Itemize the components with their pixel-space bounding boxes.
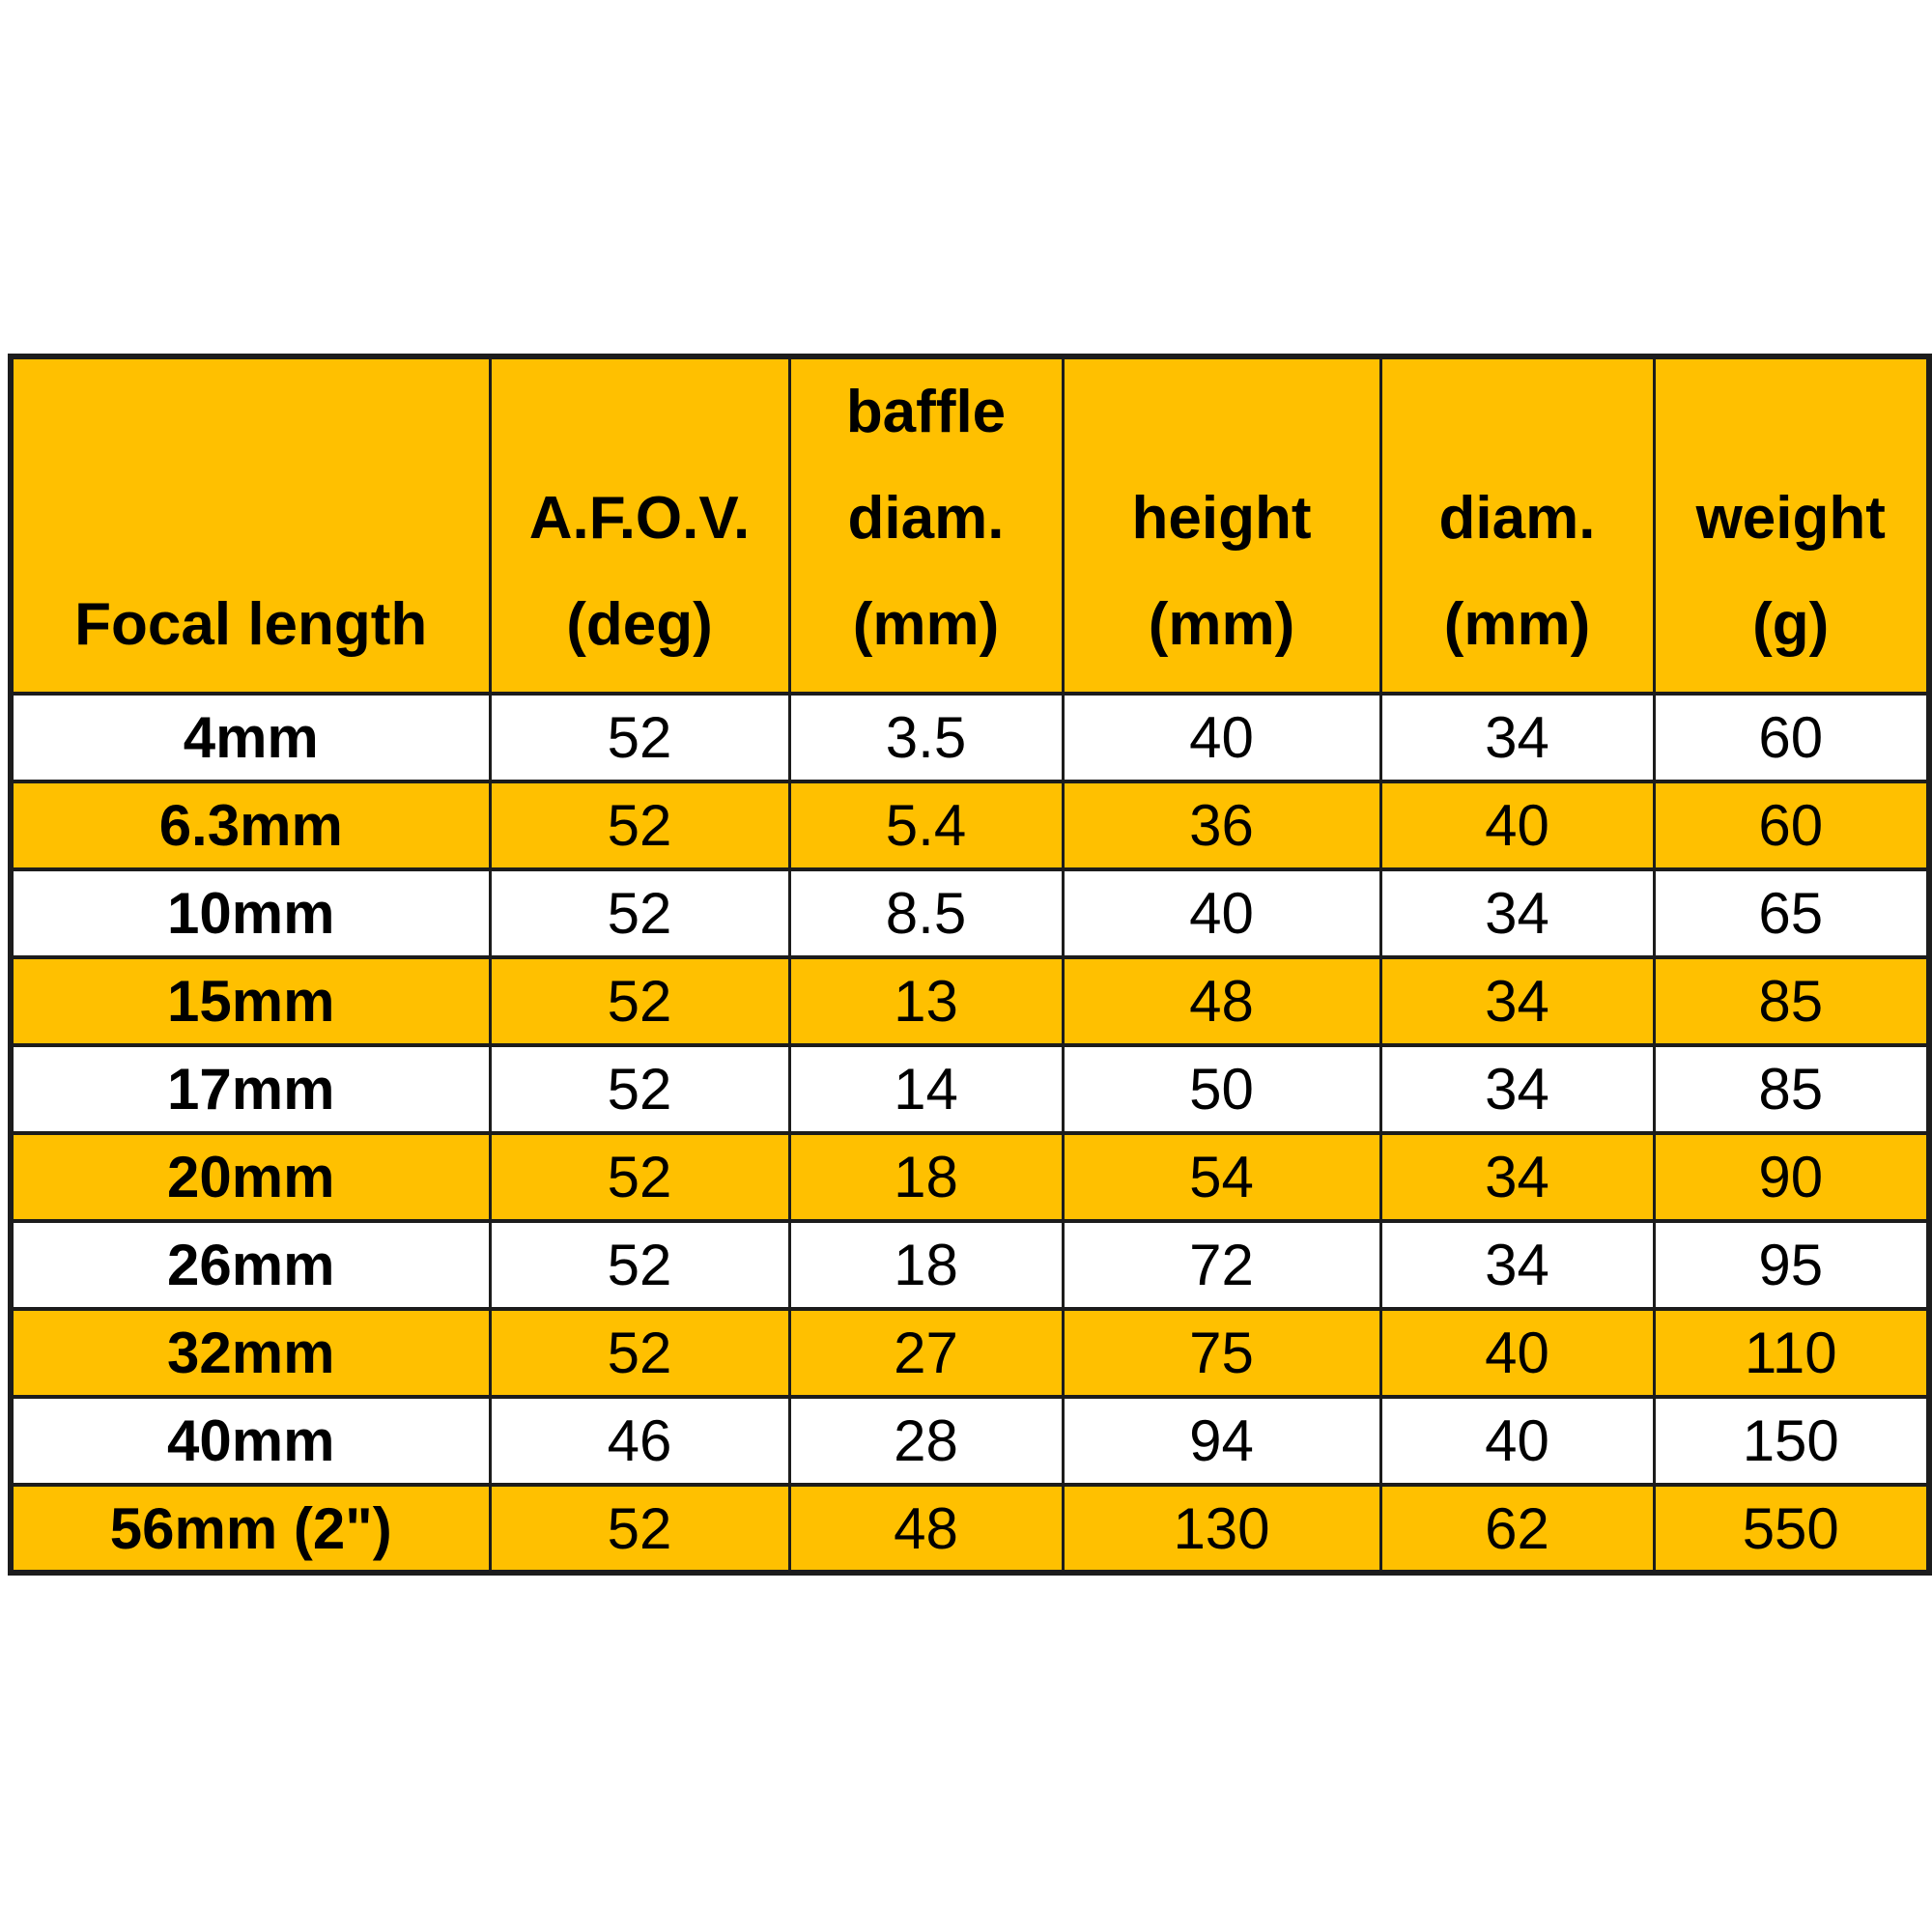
cell-baffle-diam: 48: [789, 1485, 1063, 1573]
cell-focal-length: 15mm: [11, 957, 490, 1045]
cell-focal-length: 4mm: [11, 694, 490, 781]
table-row-26mm: [11, 1221, 1929, 1309]
cell-diam: 62: [1380, 1485, 1654, 1573]
cell-diam: 34: [1380, 1133, 1654, 1221]
table-row-56mm: [11, 1485, 1929, 1573]
cell-afov: 52: [490, 694, 789, 781]
cell-height: 72: [1063, 1221, 1380, 1309]
header-line: height: [1131, 485, 1312, 552]
cell-height: 48: [1063, 957, 1380, 1045]
header-line: (g): [1752, 591, 1830, 658]
cell-weight: 110: [1654, 1309, 1929, 1397]
cell-focal-length: 40mm: [11, 1397, 490, 1485]
cell-baffle-diam: 8.5: [789, 869, 1063, 957]
cell-diam: 40: [1380, 781, 1654, 869]
cell-focal-length: 17mm: [11, 1045, 490, 1133]
cell-baffle-diam: 27: [789, 1309, 1063, 1397]
cell-diam: 34: [1380, 869, 1654, 957]
col-header-diam: [1380, 356, 1654, 694]
table-row-17mm: [11, 1045, 1929, 1133]
header-line: diam.: [1438, 485, 1596, 552]
cell-weight: 85: [1654, 1045, 1929, 1133]
cell-height: 50: [1063, 1045, 1380, 1133]
col-header-weight: [1654, 356, 1929, 694]
cell-focal-length: 56mm (2"): [11, 1485, 490, 1573]
eyepiece-spec-table: [8, 354, 1932, 1576]
table-body: [11, 694, 1929, 1573]
header-line: baffle: [845, 379, 1007, 445]
cell-focal-length: 10mm: [11, 869, 490, 957]
cell-height: 130: [1063, 1485, 1380, 1573]
cell-height: 40: [1063, 869, 1380, 957]
header-line: (mm): [1443, 591, 1591, 658]
table-row-40mm: [11, 1397, 1929, 1485]
cell-diam: 34: [1380, 1045, 1654, 1133]
cell-afov: 46: [490, 1397, 789, 1485]
cell-afov: 52: [490, 1485, 789, 1573]
header-line: Focal length: [74, 591, 428, 658]
table-header: [11, 356, 1929, 694]
col-header-focal-length: [11, 356, 490, 694]
cell-weight: 90: [1654, 1133, 1929, 1221]
cell-afov: 52: [490, 1221, 789, 1309]
cell-focal-length: 20mm: [11, 1133, 490, 1221]
cell-weight: 60: [1654, 694, 1929, 781]
cell-afov: 52: [490, 781, 789, 869]
cell-diam: 34: [1380, 957, 1654, 1045]
header-line: weight: [1695, 485, 1886, 552]
table-row-6-3mm: [11, 781, 1929, 869]
header-line: diam.: [847, 485, 1005, 552]
cell-baffle-diam: 3.5: [789, 694, 1063, 781]
col-header-height: [1063, 356, 1380, 694]
cell-height: 75: [1063, 1309, 1380, 1397]
cell-focal-length: 26mm: [11, 1221, 490, 1309]
col-header-baffle-diam: [789, 356, 1063, 694]
cell-afov: 52: [490, 1045, 789, 1133]
cell-height: 94: [1063, 1397, 1380, 1485]
cell-height: 40: [1063, 694, 1380, 781]
cell-diam: 34: [1380, 694, 1654, 781]
cell-baffle-diam: 14: [789, 1045, 1063, 1133]
table-row-20mm: [11, 1133, 1929, 1221]
cell-afov: 52: [490, 1309, 789, 1397]
cell-baffle-diam: 28: [789, 1397, 1063, 1485]
cell-diam: 40: [1380, 1397, 1654, 1485]
cell-weight: 85: [1654, 957, 1929, 1045]
cell-diam: 34: [1380, 1221, 1654, 1309]
header-line: A.F.O.V.: [528, 485, 751, 552]
cell-height: 54: [1063, 1133, 1380, 1221]
cell-height: 36: [1063, 781, 1380, 869]
cell-diam: 40: [1380, 1309, 1654, 1397]
cell-baffle-diam: 18: [789, 1221, 1063, 1309]
cell-weight: 95: [1654, 1221, 1929, 1309]
cell-baffle-diam: 5.4: [789, 781, 1063, 869]
header-line: (mm): [852, 591, 1000, 658]
table-row-10mm: [11, 869, 1929, 957]
cell-baffle-diam: 18: [789, 1133, 1063, 1221]
table-row-15mm: [11, 957, 1929, 1045]
col-header-afov: [490, 356, 789, 694]
header-line: (mm): [1148, 591, 1295, 658]
cell-afov: 52: [490, 957, 789, 1045]
cell-baffle-diam: 13: [789, 957, 1063, 1045]
cell-focal-length: 32mm: [11, 1309, 490, 1397]
cell-focal-length: 6.3mm: [11, 781, 490, 869]
cell-weight: 60: [1654, 781, 1929, 869]
cell-weight: 65: [1654, 869, 1929, 957]
cell-afov: 52: [490, 1133, 789, 1221]
cell-afov: 52: [490, 869, 789, 957]
header-line: (deg): [566, 591, 713, 658]
table-row-4mm: [11, 694, 1929, 781]
cell-weight: 550: [1654, 1485, 1929, 1573]
cell-weight: 150: [1654, 1397, 1929, 1485]
header-row: [11, 356, 1929, 694]
table-row-32mm: [11, 1309, 1929, 1397]
